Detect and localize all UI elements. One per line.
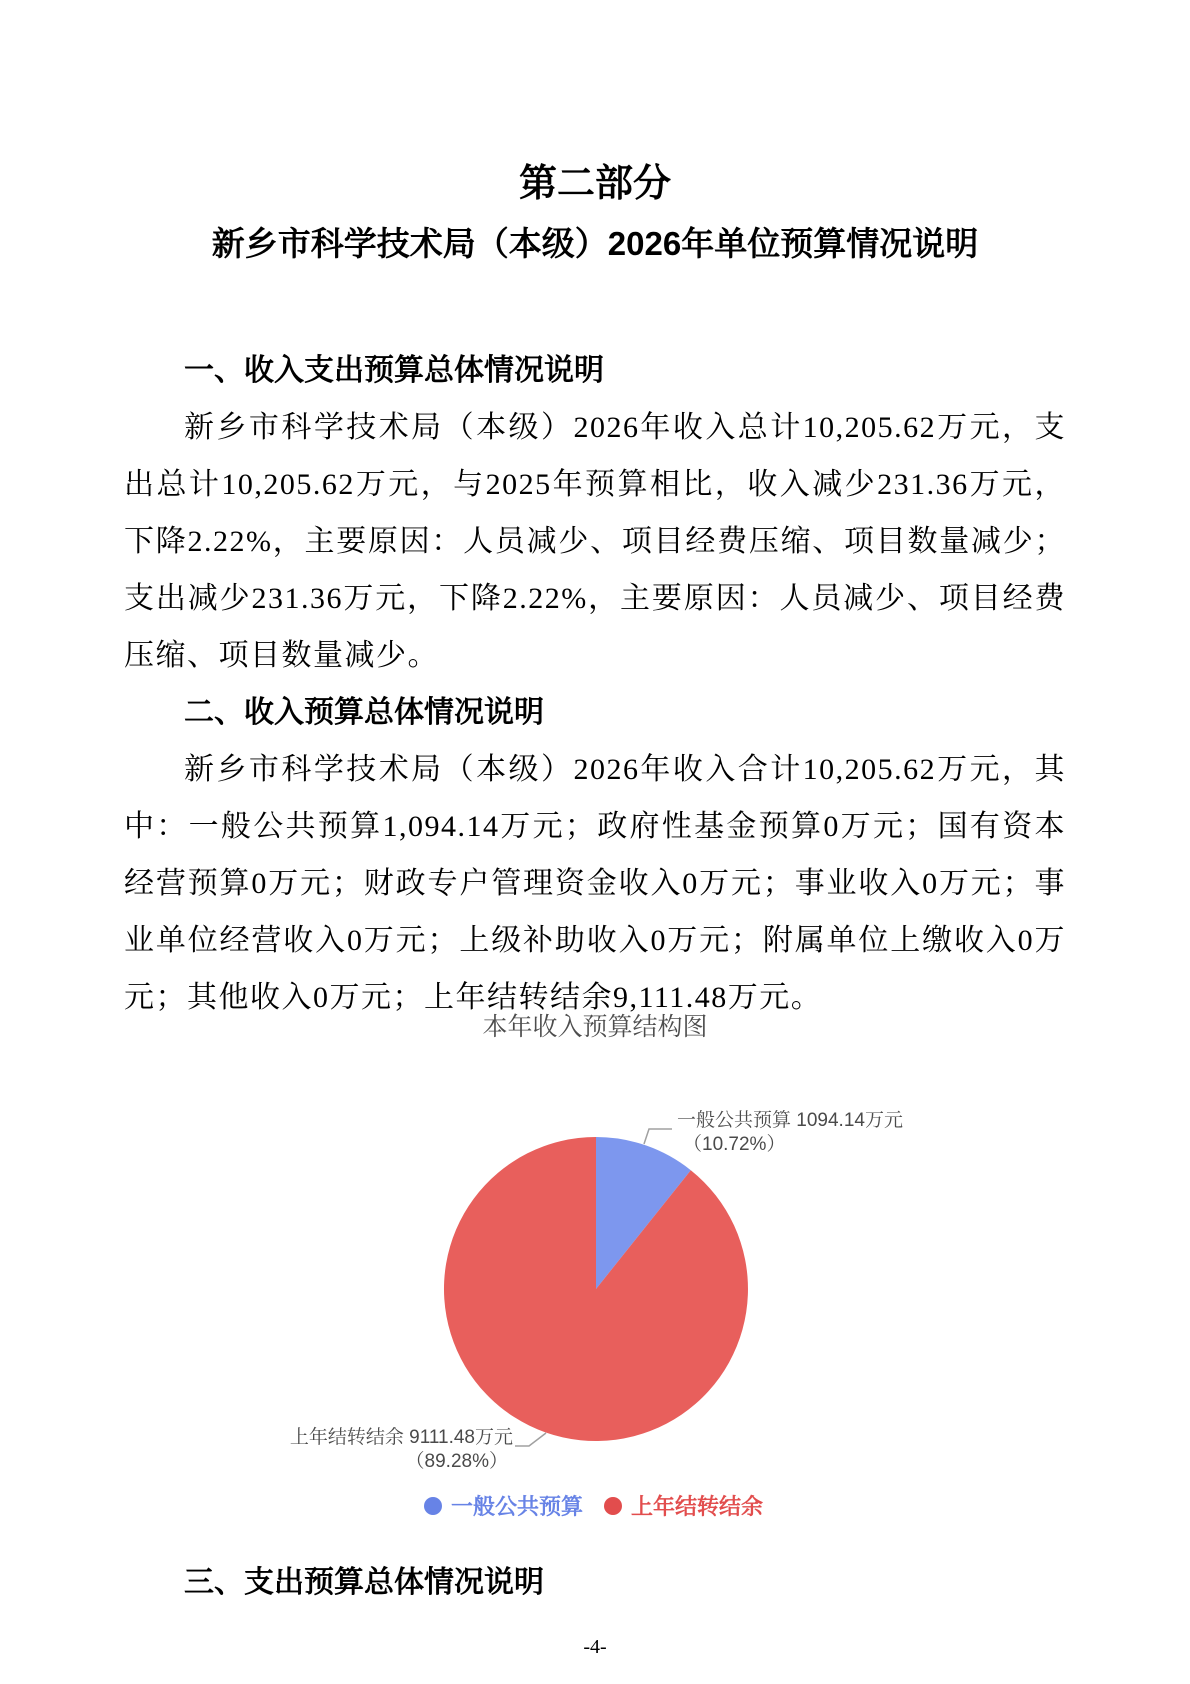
- section-2-paragraph: 新乡市科学技术局（本级）2026年收入合计10,205.62万元，其中：一般公共预算1,094.14万元；政府性基金预算0万元；国有资本经营预算0万元；财政专户管理资金收入0万元；事业收入0万元；事业单位经营收入0万元；上级补助收入0万元；附属单位上缴收入0万元；其他收入0万元；上年结转结余9,111.48万元。: [124, 753, 1066, 1014]
- body-content-bottom: [124, 1554, 1066, 1611]
- pie-slice-carryover: [444, 1137, 748, 1441]
- callout-connector-blue: [644, 1129, 672, 1144]
- section-1-heading: 一、收入支出预算总体情况说明: [184, 354, 604, 387]
- page-number: -4-: [583, 1636, 607, 1658]
- income-structure-chart: [0, 1010, 1190, 1529]
- body-content: [124, 342, 1066, 1026]
- part-title: 第二部分: [518, 163, 671, 205]
- legend-label-red: 上年结转结余: [631, 1494, 764, 1519]
- callout-blue-line1: 一般公共预算 1094.14万元: [677, 1110, 903, 1131]
- legend-dot-blue-icon: [424, 1497, 442, 1515]
- pie-chart: [215, 1099, 975, 1529]
- callout-blue-line2: （10.72%）: [683, 1134, 786, 1155]
- doc-title: 新乡市科学技术局（本级）2026年单位预算情况说明: [211, 225, 979, 262]
- chart-title: 本年收入预算结构图: [482, 1013, 708, 1041]
- callout-connector-red: [515, 1433, 546, 1446]
- callout-red-line1: 上年结转结余 9111.48万元: [289, 1427, 513, 1448]
- legend-label-blue: 一般公共预算: [451, 1494, 584, 1519]
- section-1-paragraph: 新乡市科学技术局（本级）2026年收入总计10,205.62万元，支出总计10,205.62万元，与2025年预算相比，收入减少231.36万元，下降2.22%，主要原因：人员减少、项目经费压缩、项目数量减少；支出减少231.36万元，下降2.22%，主要原因：人员减少、项目经费压缩、项目数量减少。: [124, 411, 1066, 672]
- callout-red-line2: （89.28%）: [405, 1451, 508, 1472]
- legend-dot-red-icon: [604, 1497, 622, 1515]
- section-3-heading: 三、支出预算总体情况说明: [184, 1566, 544, 1599]
- section-2-heading: 二、收入预算总体情况说明: [184, 696, 544, 729]
